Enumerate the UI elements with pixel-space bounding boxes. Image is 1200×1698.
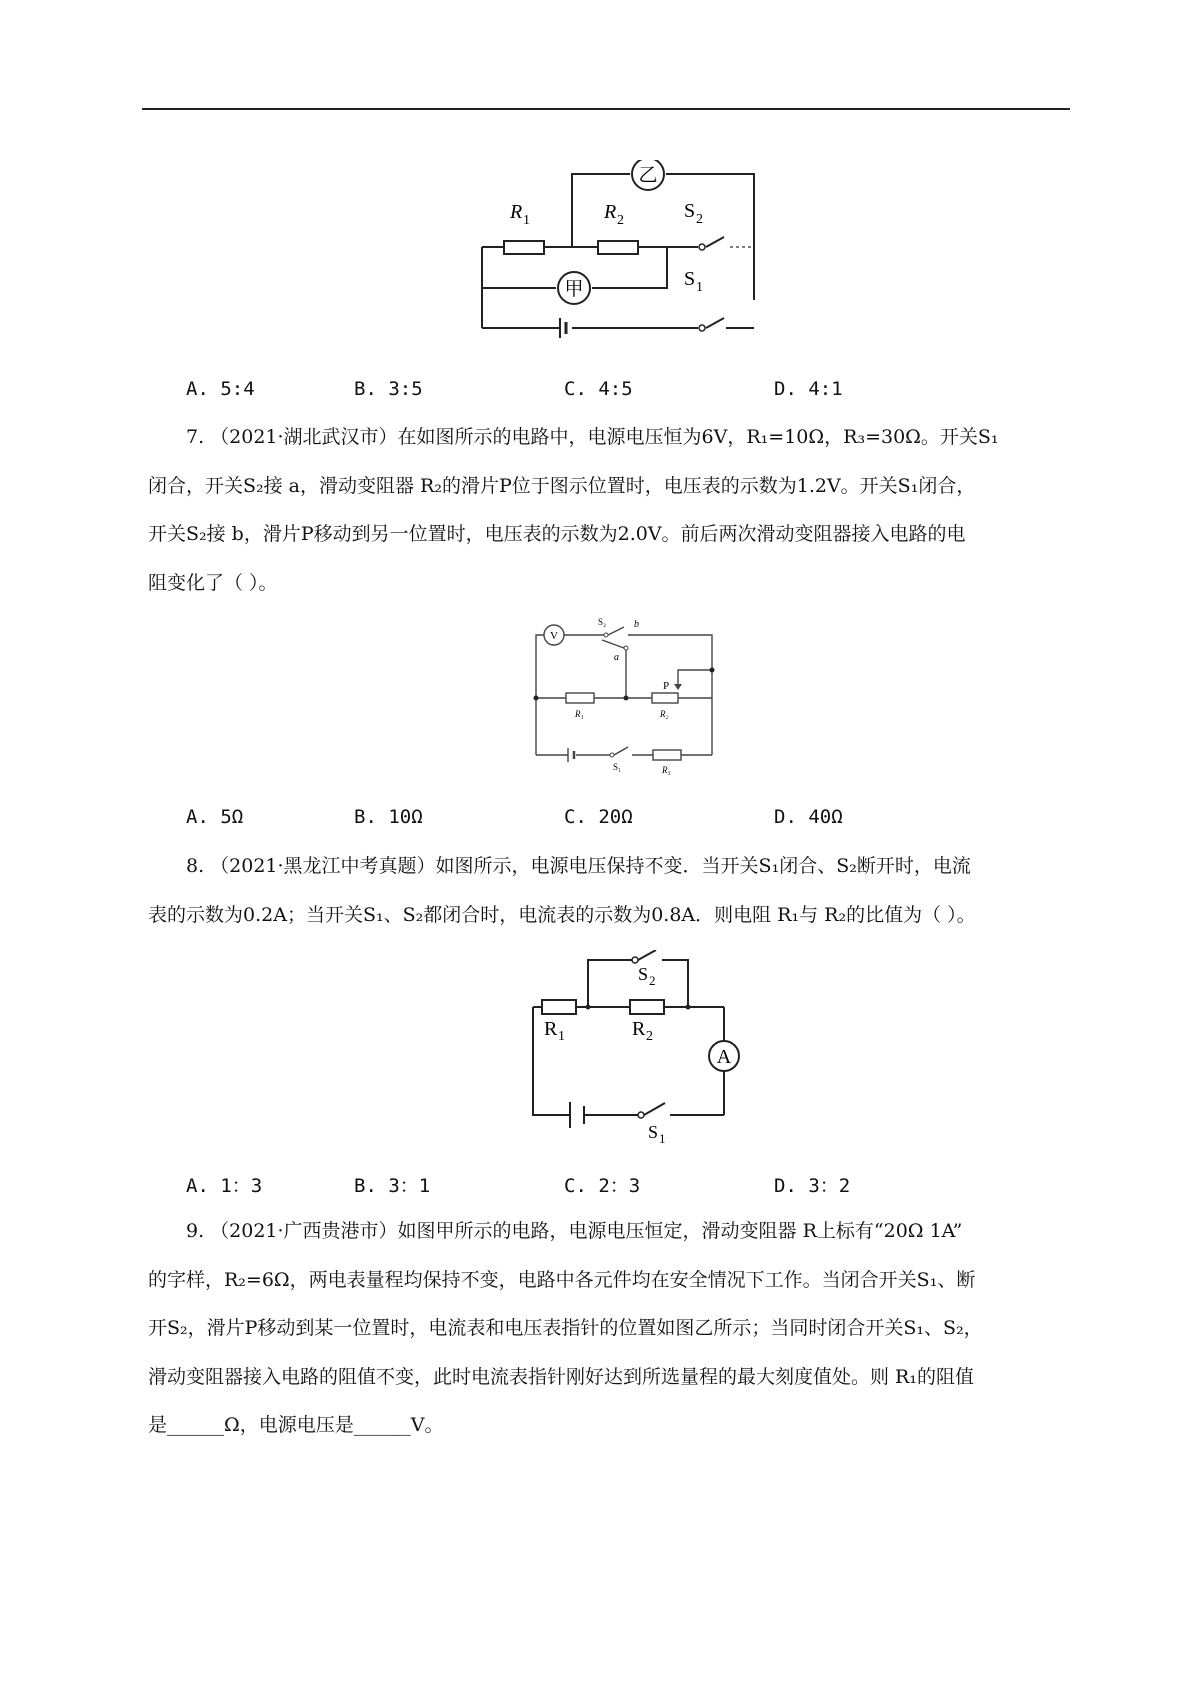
q8-r1-sub: 1 [558,1029,565,1044]
header-rule [142,108,1070,110]
q9-line-3: 开S₂，滑片P移动到某一位置时，电流表和电压表指针的位置如图乙所示；当同时闭合开关S₁、S₂， [148,1317,983,1339]
q7-line-2: 闭合，开关S₂接 a，滑动变阻器 R₂的滑片P位于图示位置时，电压表的示数为1.2V。开关S₁闭合， [148,474,976,497]
q7-line-3: 开关S₂接 b，滑片P移动到另一位置时，电压表的示数为2.0V。前后两次滑动变阻器接入电路的电 [148,523,966,545]
q7-line-4: 阻变化了（ ）。 [148,571,278,594]
q7-r1-resistor [566,693,594,703]
q6-s2-label: S [684,200,696,222]
q7-option-b: B. 10Ω [354,806,423,828]
q7-r3-resistor [653,750,681,760]
q9-line-2: 的字样，R₂=6Ω，两电表量程均保持不变，电路中各元件均在安全情况下工作。当闭合开关S₁、断 [148,1268,976,1291]
q8-s2-sub: 2 [649,973,656,988]
q7-line-1: 7. （2021·湖北武汉市）在如图所示的电路中，电源电压恒为6V，R₁=10Ω，R₃=30Ω。开关S₁ [186,426,999,448]
q8-circuit-diagram [508,950,748,1145]
q9-line-4: 滑动变阻器接入电路的阻值不变，此时电流表指针刚好达到所选量程的最大刻度值处。则 R₁的阻值 [148,1365,974,1388]
q7-b-label: b [634,619,639,630]
q6-r1-label: R [510,201,523,223]
q6-option-c: C. 4:5 [564,378,633,400]
q8-s2-label: S [638,964,649,984]
q9-line-5: 是______Ω，电源电压是______V。 [148,1414,444,1436]
q6-r1-sub: 1 [523,213,530,228]
q9-line-1: 9. （2021·广西贵港市）如图甲所示的电路，电源电压恒定，滑动变阻器 R上标有“20Ω 1A” [186,1220,963,1242]
q6-r1-resistor [504,241,544,254]
q6-meter-yi-label: 乙 [638,165,658,186]
q8-ammeter-label: A [716,1046,732,1068]
q7-r2-resistor [652,693,678,703]
q6-circuit-diagram [470,160,770,340]
q8-r1-label: R [544,1018,558,1040]
q7-r2-label: R₂ [660,709,669,719]
q8-line-1: 8. （2021·黑龙江中考真题）如图所示，电源电压保持不变．当开关S₁闭合、S₂断开时，电流 [186,855,971,877]
q7-option-d: D. 40Ω [774,806,843,828]
q9-question-text [148,1207,1068,1450]
q6-s2-sub: 2 [696,212,703,227]
q7-p-label: P [663,680,670,692]
q6-option-d: D. 4:1 [774,378,843,400]
q8-line-2: 表的示数为0.2A；当开关S₁、S₂都闭合时，电流表的示数为0.8A．则电阻 R₁与 R₂的比值为（ ）。 [148,903,976,926]
q8-option-a: A. 1：3 [186,1175,263,1197]
q8-option-b: B. 3：1 [354,1175,431,1197]
q6-option-a: A. 5:4 [186,378,255,400]
q7-option-c: C. 20Ω [564,806,633,828]
q8-r2-sub: 2 [646,1029,653,1044]
q8-option-d: D. 3：2 [774,1175,851,1197]
q8-question-text [148,842,1068,939]
q6-r2-resistor [598,241,638,254]
q7-r1-label: R₁ [575,709,584,719]
q8-r2-resistor [630,1000,664,1014]
q8-s1-label: S [648,1122,659,1142]
q6-option-b: B. 3:5 [354,378,423,400]
q8-s1-sub: 1 [659,1131,666,1145]
q6-s1-label: S [684,268,696,290]
q7-s1-label: S₁ [613,762,622,772]
q7-r3-label: R₃ [662,765,671,775]
q6-r2-label: R [604,201,617,223]
q8-option-c: C. 2：3 [564,1175,641,1197]
q7-circuit-diagram [528,610,728,780]
q7-a-label: a [614,652,619,663]
q6-meter-jia-label: 甲 [564,279,584,300]
q7-question-text [148,413,1068,607]
q6-r2-sub: 2 [617,213,624,228]
q8-r2-label: R [632,1018,646,1040]
q7-option-a: A. 5Ω [186,806,244,828]
q8-r1-resistor [542,1000,576,1014]
q7-s2-label: S₂ [598,617,607,627]
q6-s1-sub: 1 [696,280,703,295]
q7-voltmeter-label: V [550,630,558,642]
